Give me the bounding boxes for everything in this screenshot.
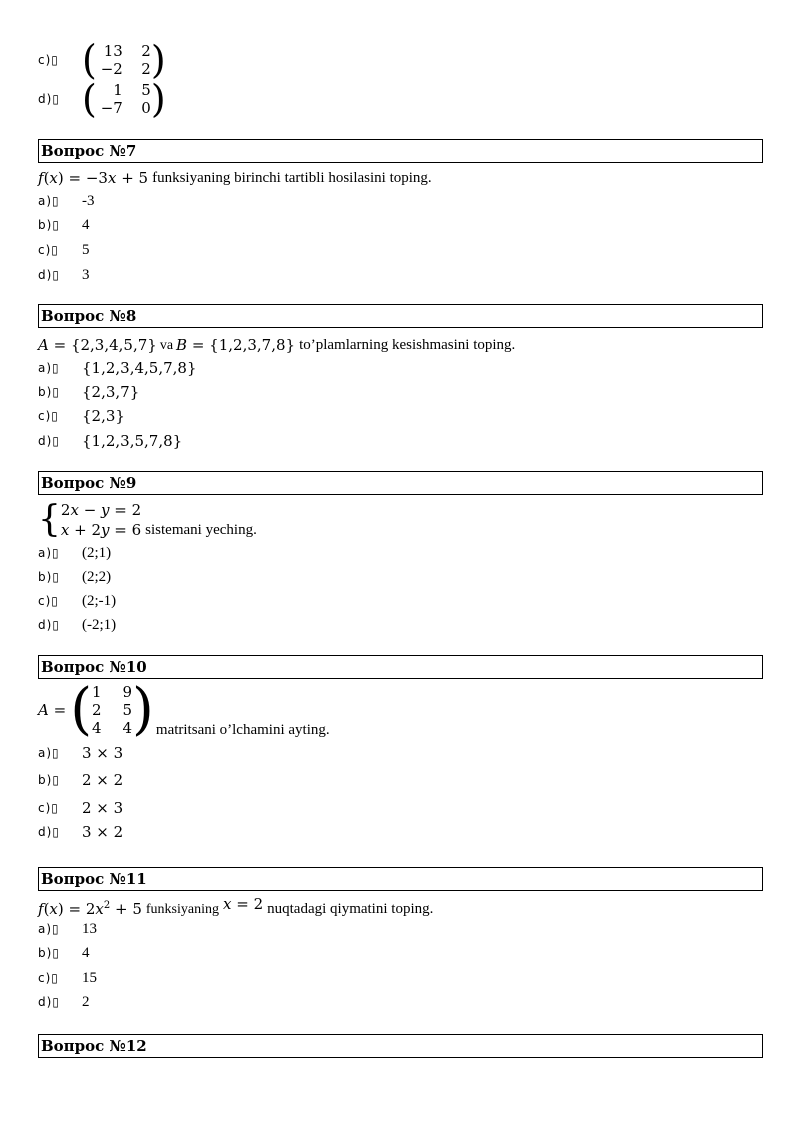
stem-text: nuqtadagi qiymatini toping. — [267, 901, 434, 917]
formula: $f(x) = 2x^2 + 5$ — [38, 900, 142, 918]
checkbox-icon: ▯ — [52, 922, 60, 936]
checkbox-icon: ▯ — [52, 546, 60, 560]
option-a[interactable]: a)▯ {1,2,3,4,5,7,8} — [38, 359, 197, 377]
option-a[interactable]: a)▯ 13 — [38, 920, 97, 937]
option-a[interactable]: a)▯ -3 — [38, 192, 95, 209]
option-b[interactable]: b)▯ 2 × 2 — [38, 771, 124, 789]
stem-text: funksiyaning — [145, 902, 219, 917]
option-c[interactable]: c)▯ 15 — [38, 969, 97, 986]
option-b[interactable]: b)▯ 4 — [38, 216, 90, 233]
stem-text: to’plamlarning kesishmasini toping. — [299, 337, 516, 353]
option-d-top — [38, 79, 166, 119]
checkbox-icon: ▯ — [52, 946, 60, 960]
option-d[interactable]: d)▯ 3 — [38, 266, 90, 283]
option-c[interactable]: c)▯ (2;-1) — [38, 592, 117, 609]
question-header: Вопрос №7 — [38, 139, 763, 163]
question-header: Вопрос №8 — [38, 304, 763, 328]
stem-text: sistemani yeching. — [145, 522, 257, 538]
checkbox-icon: ▯ — [52, 92, 60, 106]
checkbox-icon: ▯ — [52, 570, 60, 584]
question-stem — [38, 892, 433, 918]
option-b[interactable]: b)▯ 4 — [38, 944, 90, 961]
option-c-top — [38, 36, 166, 84]
formula: f(x) = −3x + 5 — [38, 169, 149, 187]
checkbox-icon: ▯ — [52, 361, 60, 375]
question-header: Вопрос №9 — [38, 471, 763, 495]
question-stem — [38, 330, 515, 354]
equation-system: { 2x − y = 2 x + 2y = 6 — [38, 499, 142, 540]
option-c[interactable]: c)▯ 2 × 3 — [38, 799, 124, 817]
checkbox-icon: ▯ — [52, 218, 60, 232]
stem-text: matritsani o’lchamini ayting. — [155, 722, 330, 738]
matrix: ( 1 5 −7 0 ) — [82, 77, 166, 121]
checkbox-icon: ▯ — [51, 971, 59, 985]
question-header: Вопрос №11 — [38, 867, 763, 891]
checkbox-icon: ▯ — [51, 243, 59, 257]
checkbox-icon: ▯ — [52, 618, 60, 632]
checkbox-icon: ▯ — [52, 268, 60, 282]
checkbox-icon: ▯ — [51, 409, 59, 423]
checkbox-icon: ▯ — [51, 801, 59, 815]
option-d[interactable]: d)▯ {1,2,3,5,7,8} — [38, 432, 183, 450]
question-stem — [38, 496, 257, 540]
checkbox-icon: ▯ — [52, 385, 60, 399]
option-d[interactable]: d)▯ 3 × 2 — [38, 823, 124, 841]
formula: A = {2,3,4,5,7} — [38, 336, 157, 354]
question-header: Вопрос №12 — [38, 1034, 763, 1058]
matrix-A: A = ( 1 9 2 5 4 4 ) — [38, 677, 154, 742]
question-stem — [38, 677, 330, 742]
formula: B = {1,2,3,7,8} — [176, 336, 296, 354]
formula: x = 2 — [223, 895, 264, 913]
matrix: ( 13 2 −2 2 ) — [82, 36, 166, 84]
option-d[interactable]: d)▯ (-2;1) — [38, 616, 117, 633]
checkbox-icon: ▯ — [51, 594, 59, 608]
checkbox-icon: ▯ — [52, 773, 60, 787]
stem-text: funksiyaning birinchi tartibli hosilasini toping. — [152, 170, 432, 186]
checkbox-icon: ▯ — [52, 825, 60, 839]
option-label: c)▯ — [38, 53, 59, 67]
option-a[interactable]: a)▯ 3 × 3 — [38, 744, 124, 762]
option-label: d)▯ — [38, 92, 60, 106]
option-d[interactable]: d)▯ 2 — [38, 993, 90, 1010]
checkbox-icon: ▯ — [51, 53, 59, 67]
option-c[interactable]: c)▯ 5 — [38, 241, 90, 258]
option-b[interactable]: b)▯ {2,3,7} — [38, 383, 140, 401]
option-c[interactable]: c)▯ {2,3} — [38, 407, 125, 425]
checkbox-icon: ▯ — [52, 194, 60, 208]
checkbox-icon: ▯ — [52, 746, 60, 760]
stem-text: va — [159, 338, 174, 353]
option-b[interactable]: b)▯ (2;2) — [38, 568, 112, 585]
question-header: Вопрос №10 — [38, 655, 763, 679]
checkbox-icon: ▯ — [52, 995, 60, 1009]
question-stem — [38, 165, 432, 187]
checkbox-icon: ▯ — [52, 434, 60, 448]
option-a[interactable]: a)▯ (2;1) — [38, 544, 112, 561]
